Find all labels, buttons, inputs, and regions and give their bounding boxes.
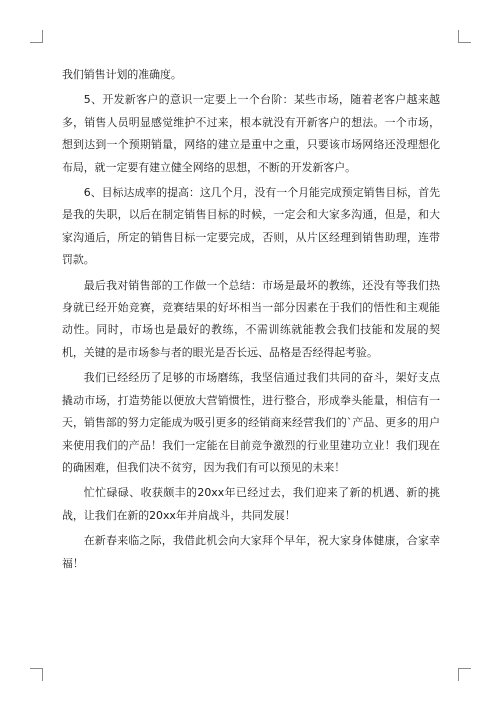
paragraph-target-achievement: 6、目标达成率的提高：这几个月，没有一个月能完成预定销售目标，首先是我的失职，以后在制定销售目标的时候，一定会和大家多沟通，但是，和大家沟通后，所定的销售目标一定要完成，否则，从片区经理到销售助理，连带罚款。 [62, 186, 440, 267]
paragraph-new-year-outlook: 忙忙碌碌、收获颇丰的20xx年已经过去，我们迎来了新的机遇、新的挑战，让我们在新的20xx年并肩战斗，共同发展！ [62, 486, 440, 522]
crop-mark-bottom-right [458, 668, 471, 681]
paragraph-new-customers: 5、开发新客户的意识一定要上一个台阶：某些市场，随着老客户越来越多，销售人员明显感觉维护不过来，根本就没有开新客户的想法。一个市场，想到达到一个预期销量，网络的建立是重中之重，只要该市场网络还没理想化布局，就一定要有建立健全网络的思想，不断的开发新客户。 [62, 93, 440, 174]
paragraph-summary: 最后我对销售部的工作做一个总结：市场是最坏的教练，还没有等我们热身就已经开始竞赛，竞赛结果的好坏相当一部分因素在于我们的悟性和主观能动性。同时，市场也是最好的教练，不需训练就能教会我们技能和发展的契机，关键的是市场参与者的眼光是否长远、品格是否经得起考验。 [62, 278, 440, 359]
crop-mark-bottom-left [30, 668, 43, 681]
paragraph-greetings: 在新春来临之际，我借此机会向大家拜个早年，祝大家身体健康，合家幸福！ [62, 534, 440, 570]
crop-mark-top-right [458, 30, 471, 43]
paragraph-continuation: 我们销售计划的准确度。 [62, 68, 182, 81]
paragraph-market-experience: 我们已经经历了足够的市场磨练，我坚信通过我们共同的奋斗，架好支点撬动市场，打造势能以便放大营销惯性，进行整合，形成拳头能量，相信有一天，销售部的努力定能成为吸引更多的经销商来经营我们的`产品、更多的用户来使用我们的产品！我们一定能在目前竞争激烈的行业里建功立业！我们现在的确困难，但我们决不贫穷，因为我们有可以预见的未来！ [62, 371, 440, 474]
document-body [62, 64, 440, 578]
crop-mark-top-left [30, 30, 43, 43]
